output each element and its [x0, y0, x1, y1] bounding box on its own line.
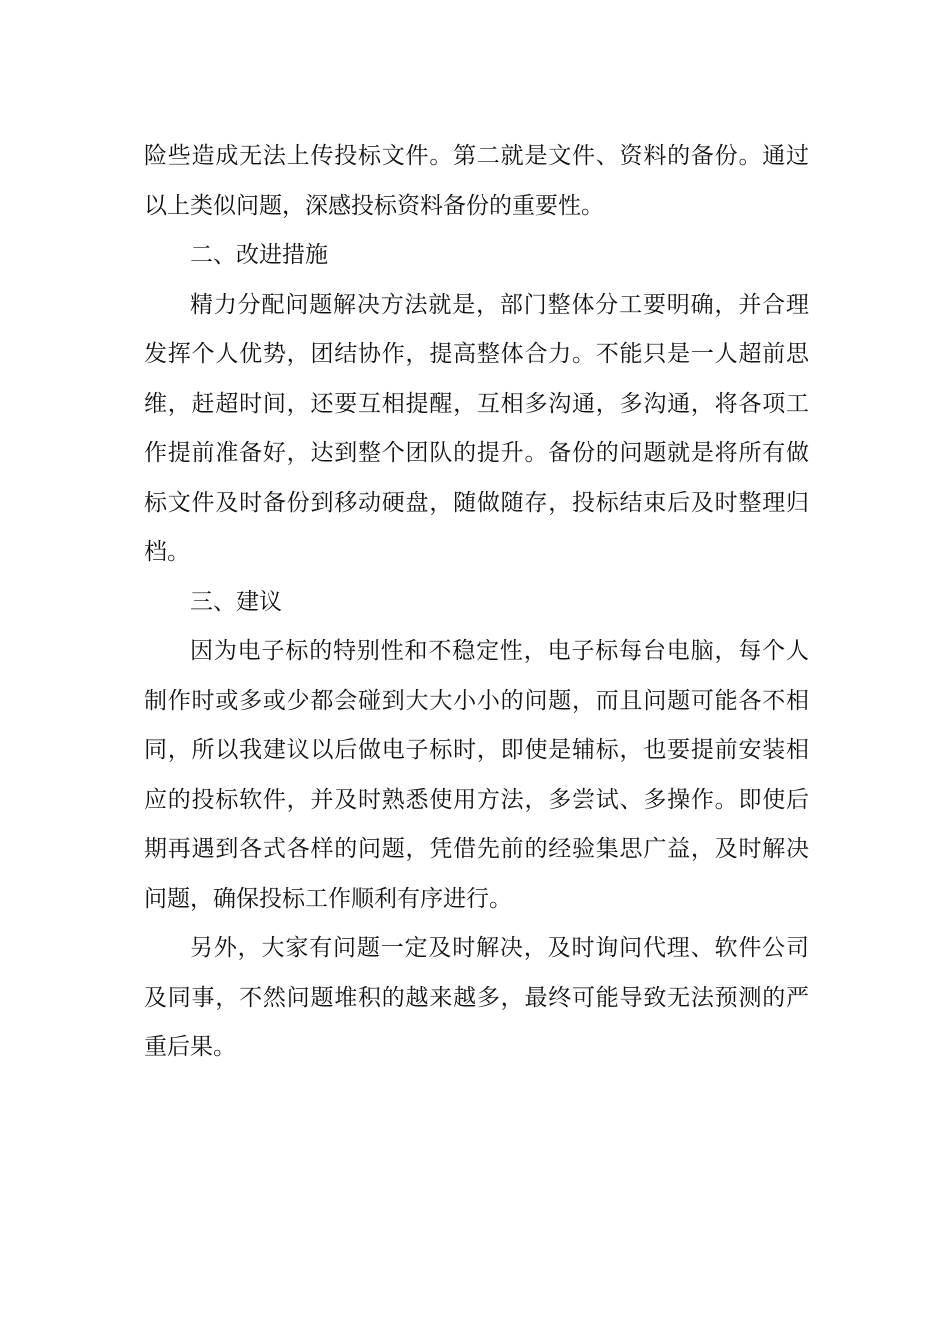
section-heading-suggestions: 三、建议 — [190, 588, 282, 615]
paragraph-continuation: 险些造成无法上传投标文件。第二就是文件、资料的备份。通过以上类似问题，深感投标资料备份的重要性。 — [144, 143, 809, 219]
paragraph-suggestions: 因为电子标的特别性和不稳定性，电子标每台电脑，每个人制作时或多或少都会碰到大大小小的问题，而且问题可能各不相同，所以我建议以后做电子标时，即使是辅标，也要提前安装相应的投标软件，并及时熟悉使用方法，多尝试、多操作。即使后期再遇到各式各样的问题，凭借先前的经验集思广益，及时解决问题，确保投标工作顺利有序进行。 — [144, 638, 809, 912]
section-heading-improvement-measures: 二、改进措施 — [190, 242, 328, 268]
document-body — [144, 132, 809, 1073]
paragraph-additional-note: 另外，大家有问题一定及时解决，及时询问代理、软件公司及同事，不然问题堆积的越来越多，最终可能导致无法预测的严重后果。 — [144, 935, 809, 1060]
paragraph-improvement-measures: 精力分配问题解决方法就是，部门整体分工要明确，并合理发挥个人优势，团结协作，提高整体合力。不能只是一人超前思维，赶超时间，还要互相提醒，互相多沟通，多沟通，将各项工作提前准备好，达到整个团队的提升。备份的问题就是将所有做标文件及时备份到移动硬盘，随做随存，投标结束后及时整理归档。 — [144, 291, 809, 565]
